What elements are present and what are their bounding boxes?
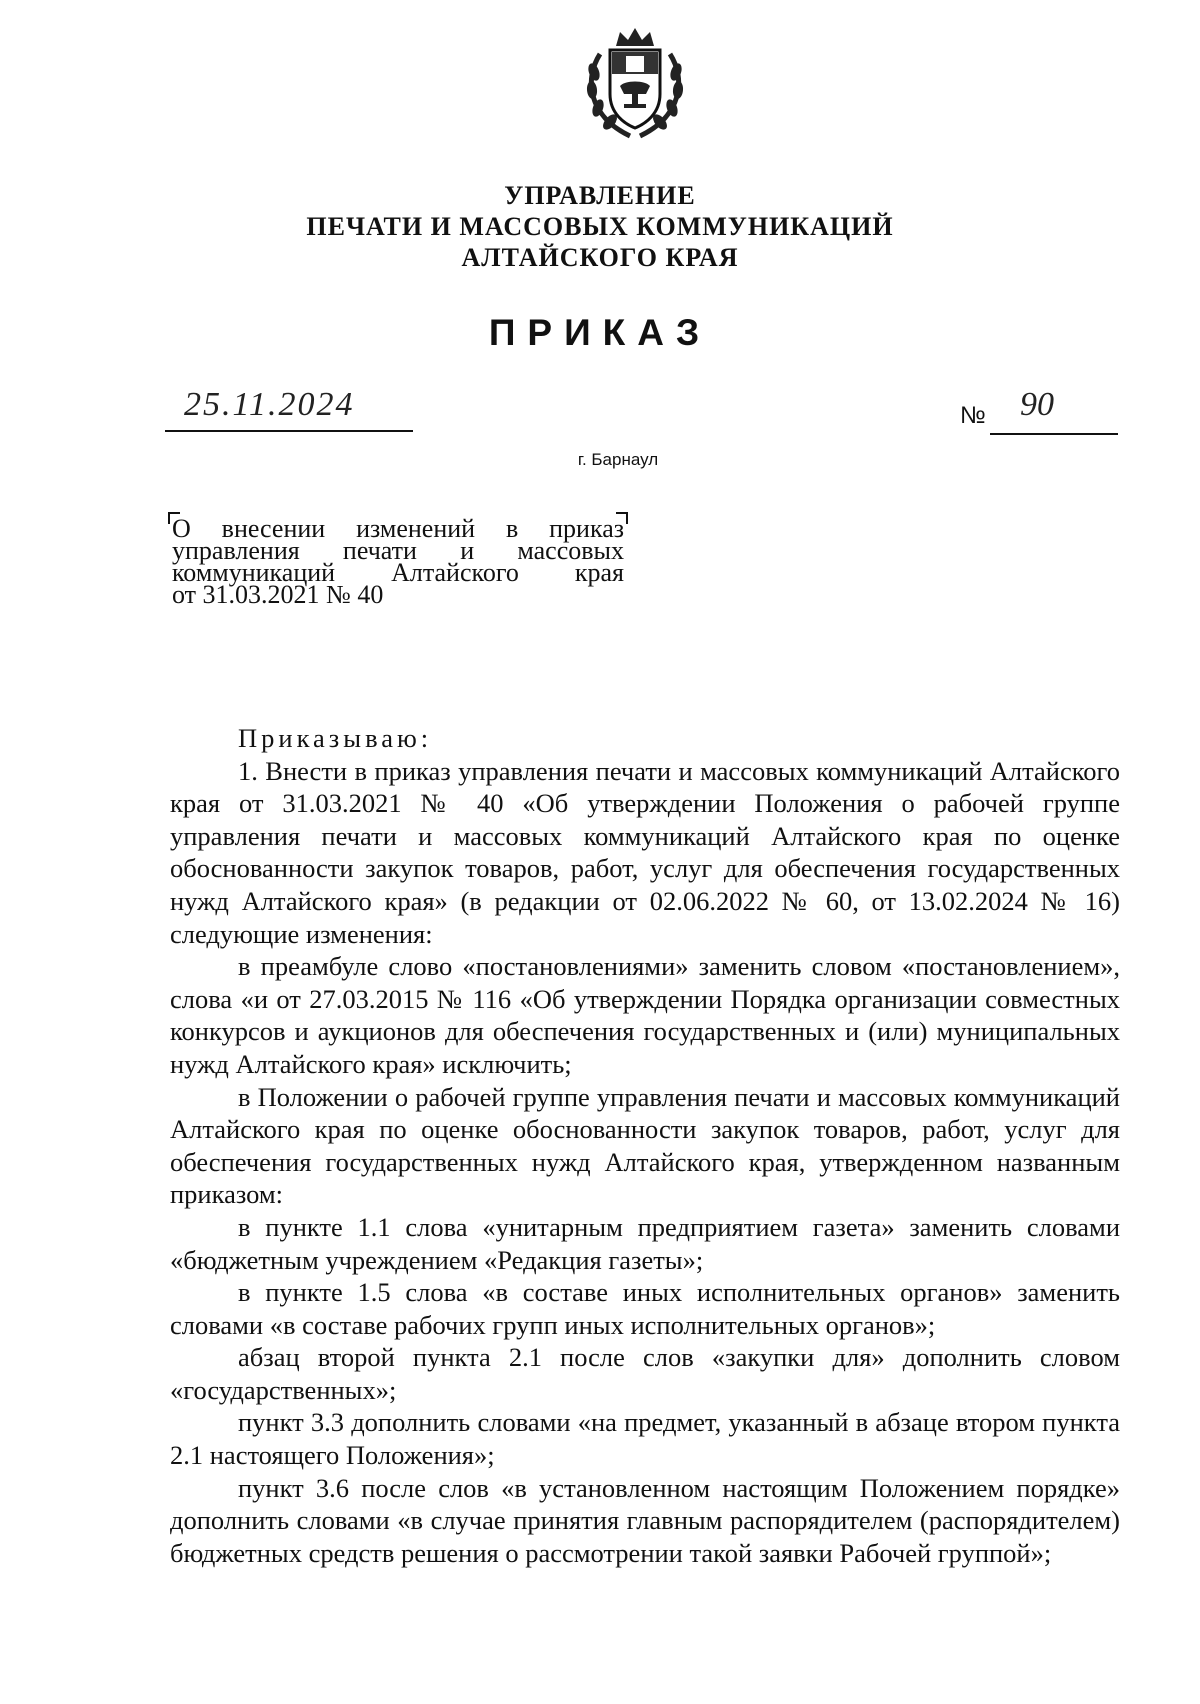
subject-line-1: О внесении изменений в приказ bbox=[172, 514, 624, 543]
paragraph-8: пункт 3.6 после слов «в установленном настоящим Положением порядке» дополнить словами «в случае принятия главным распорядителем (распорядителем) бюджетных средств решения о рассмотрении такой заявки Рабочей группой»; bbox=[170, 1472, 1120, 1568]
order-body bbox=[170, 722, 1120, 1569]
date-underline bbox=[165, 430, 413, 432]
number-sign: № bbox=[960, 402, 986, 429]
number-underline bbox=[990, 433, 1118, 435]
paragraph-1: 1. Внести в приказ управления печати и массовых коммуникаций Алтайского края от 31.03.2021 № 40 «Об утверждении Положения о рабочей группе управления печати и массовых коммуникаций Алтайского края по оценке обоснованности закупок товаров, работ, услуг для обеспечения государственных нужд Алтайского края» (в редакции от 02.06.2022 № 60, от 13.02.2024 № 16) следующие изменения: bbox=[170, 755, 1120, 949]
subject-line-4: от 31.03.2021 № 40 bbox=[172, 580, 384, 609]
order-subject bbox=[172, 514, 624, 609]
org-line-1: УПРАВЛЕНИЕ bbox=[504, 181, 696, 210]
paragraph-3: в Положении о рабочей группе управления печати и массовых коммуникаций Алтайского края по оценке обоснованности закупок товаров, работ, услуг для обеспечения государственных нужд Алтайского края, утвержденном названным приказом: bbox=[170, 1081, 1120, 1210]
order-word: Приказываю: bbox=[238, 723, 433, 753]
paragraph-7: пункт 3.3 дополнить словами «на предмет, указанный в абзаце втором пункта 2.1 настоящего Положения»; bbox=[170, 1407, 1120, 1471]
paragraph-2: в преамбуле слово «постановлениями» заменить словом «постановлением», слова «и от 27.03.2015 № 116 «Об утверждении Порядка организации совместных конкурсов и аукционов для обеспечения государственных и (или) муниципальных нужд Алтайского края» исключить; bbox=[170, 951, 1120, 1079]
document-type-title: ПРИКАЗ bbox=[488, 312, 712, 353]
order-number: 90 bbox=[1020, 386, 1054, 423]
city-label: г. Барнаул bbox=[577, 450, 659, 469]
paragraph-5: в пункте 1.5 слова «в составе иных исполнительных органов» заменить словами «в составе рабочих групп иных исполнительных органов»; bbox=[170, 1277, 1120, 1340]
org-line-2: ПЕЧАТИ И МАССОВЫХ КОММУНИКАЦИЙ bbox=[306, 212, 894, 241]
subject-line-3: коммуникаций Алтайского края bbox=[172, 558, 624, 587]
paragraph-6: абзац второй пункта 2.1 после слов «закупки для» дополнить словом «государственных»; bbox=[170, 1342, 1120, 1405]
subject-line-2: управления печати и массовых bbox=[172, 536, 624, 565]
coat-of-arms-icon bbox=[580, 24, 690, 144]
order-date: 25.11.2024 bbox=[184, 386, 355, 423]
organization-name bbox=[0, 180, 1200, 273]
org-line-3: АЛТАЙСКОГО КРАЯ bbox=[461, 243, 739, 272]
paragraph-4: в пункте 1.1 слова «унитарным предприятием газета» заменить словами «бюджетным учреждением «Редакция газеты»; bbox=[170, 1211, 1120, 1275]
